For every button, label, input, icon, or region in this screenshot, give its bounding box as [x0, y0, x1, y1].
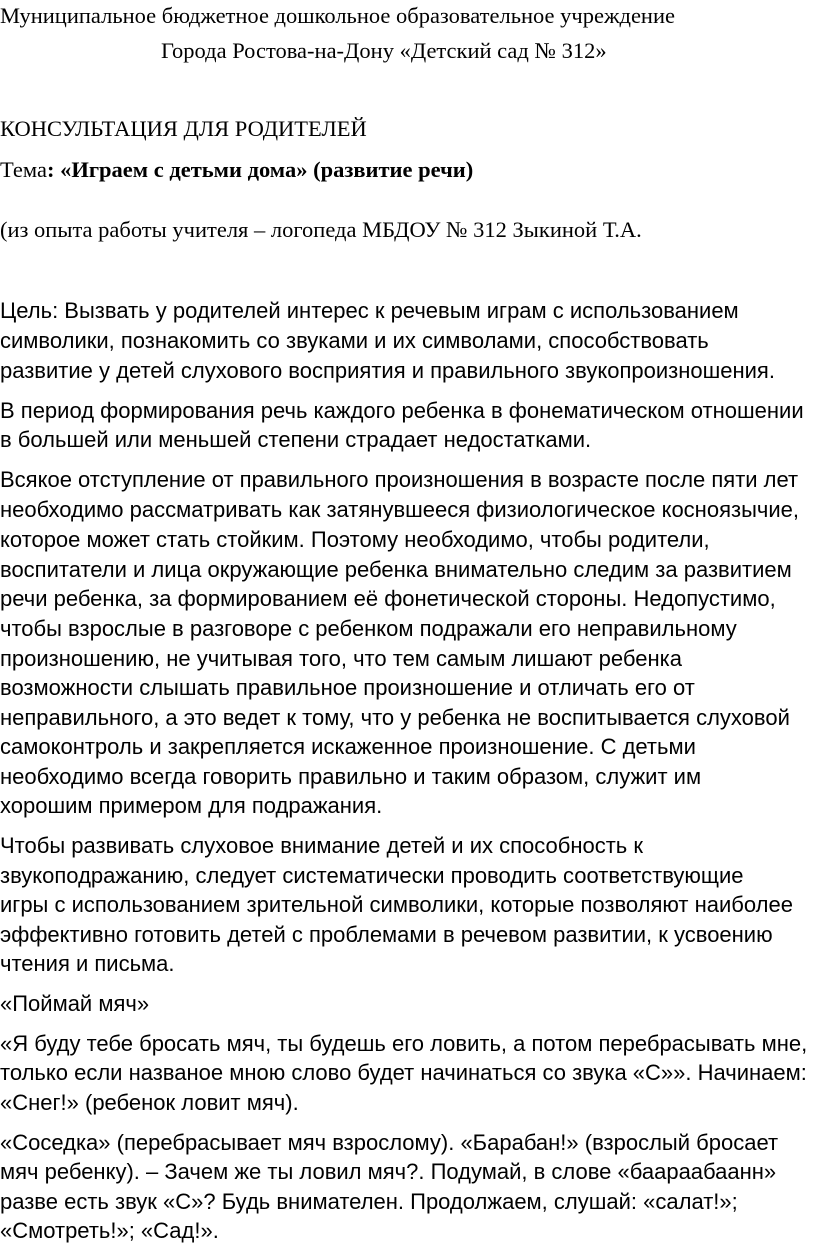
game-paragraph-line: «Соседка» (перебрасывает мяч взрослому). «Барабан!» (взрослый бросает: [0, 1130, 779, 1155]
paragraph-line: игры с использованием зрительной символики, которые позволяют наиболее: [0, 892, 793, 917]
topic-title: : «Играем с детьми дома» (развитие речи): [46, 157, 474, 182]
game-title: «Поймай мяч»: [0, 991, 150, 1016]
paragraph-line: воспитатели и лица окружающие ребенка внимательно следим за развитием: [0, 557, 792, 582]
paragraph-line: необходимо всегда говорить правильно и таким образом, служит им: [0, 764, 702, 789]
paragraph-line: чтения и письма.: [0, 951, 175, 976]
game-paragraph-line: разве есть звук «С»? Будь внимателен. Продолжаем, слушай: «салат!»;: [0, 1189, 738, 1214]
paragraph-line: возможности слышать правильное произношение и отличать его от: [0, 675, 695, 700]
topic-prefix: Тема: [0, 157, 47, 182]
paragraph-line: необходимо рассматривать как затянувшееся физиологическое косноязычие,: [0, 497, 799, 522]
paragraph-line: хорошим примером для подражания.: [0, 793, 383, 818]
game-paragraph-line: «Смотреть!»; «Сад!».: [0, 1218, 219, 1243]
paragraph-line: звукоподражанию, следует систематически проводить соответствующие: [0, 863, 744, 888]
paragraph-line: неправильного, а это ведет к тому, что у ребенка не воспитывается слуховой: [0, 705, 790, 730]
paragraph-line: в большей или меньшей степени страдает недостатками.: [0, 427, 592, 452]
institution-line-1: Муниципальное бюджетное дошкольное образовательное учреждение: [0, 3, 675, 28]
paragraph-line: которое может стать стойким. Поэтому необходимо, чтобы родители,: [0, 527, 710, 552]
paragraph-line: чтобы взрослые в разговоре с ребенком подражали его неправильному: [0, 616, 737, 641]
paragraph-line: самоконтроль и закрепляется искаженное произношение. С детьми: [0, 734, 696, 759]
goal-line: развитие у детей слухового восприятия и правильного звукопроизношения.: [0, 358, 775, 383]
topic-line: [0, 156, 473, 184]
paragraph-line: эффективно готовить детей с проблемами в речевом развитии, к усвоению: [0, 922, 773, 947]
goal-line: символики, познакомить со звуками и их символами, способствовать: [0, 328, 709, 353]
paragraph-line: произношению, не учитывая того, что тем самым лишают ребенка: [0, 646, 682, 671]
game-paragraph-line: «Я буду тебе бросать мяч, ты будешь его ловить, а потом перебрасывать мне,: [0, 1031, 808, 1056]
game-paragraph-line: «Снег!» (ребенок ловит мяч).: [0, 1090, 299, 1115]
paragraph-line: Чтобы развивать слуховое внимание детей и их способность к: [0, 833, 644, 858]
goal-line: Цель: Вызвать у родителей интерес к речевым играм с использованием: [0, 298, 739, 323]
game-paragraph-line: только если названое мною слово будет начинаться со звука «С»». Начинаем:: [0, 1060, 807, 1085]
game-paragraph-line: мяч ребенку). – Зачем же ты ловил мяч?. Подумай, в слове «баараабаанн»: [0, 1159, 777, 1184]
paragraph-line: Всякое отступление от правильного произношения в возрасте после пяти лет: [0, 467, 799, 492]
institution-line-2: Города Ростова-на-Дону «Детский сад № 312»: [161, 38, 607, 63]
paragraph-line: В период формирования речь каждого ребенка в фонематическом отношении: [0, 398, 804, 423]
consultation-heading: КОНСУЛЬТАЦИЯ ДЛЯ РОДИТЕЛЕЙ: [0, 116, 367, 141]
paragraph-line: речи ребенка, за формированием её фонетической стороны. Недопустимо,: [0, 586, 776, 611]
author-note: (из опыта работы учителя – логопеда МБДОУ № 312 Зыкиной Т.А.: [0, 217, 642, 242]
